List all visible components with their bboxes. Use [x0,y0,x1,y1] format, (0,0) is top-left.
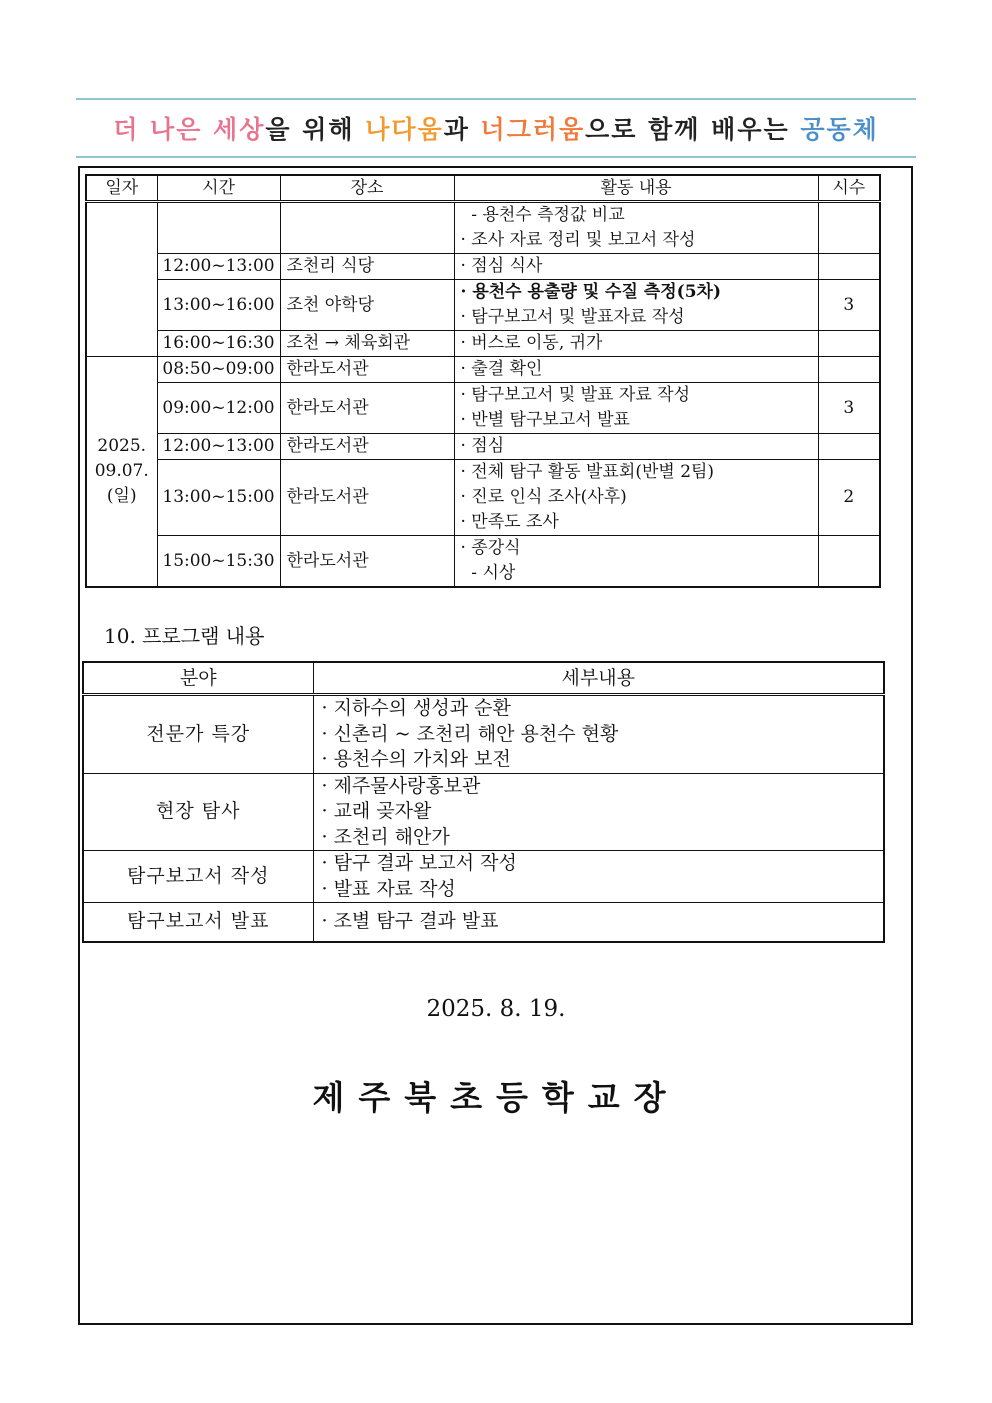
schedule-header-row [86,175,880,202]
place-cell [280,202,454,254]
program-table [82,661,885,943]
place-cell: 한라도서관 [280,383,454,434]
slogan-banner [76,98,916,158]
details-cell [313,903,884,943]
table-row [86,254,880,280]
table-row [86,331,880,357]
time-cell [157,202,280,254]
place-cell: 한라도서관 [280,357,454,383]
activity-cell [454,331,818,357]
activity-cell [454,357,818,383]
hours-cell: 2 [818,460,880,536]
detail-line: · 지하수의 생성과 순환 [321,697,511,719]
activity-line: · 용천수 용출량 및 수질 측정(5차) [460,282,721,302]
activity-line: · 진로 인식 조사(사후) [460,487,627,507]
table-row [83,695,884,774]
signer-title: 제주북초등학교장 [312,1078,680,1117]
place-cell: 조천 → 체육회관 [280,331,454,357]
detail-line: · 조별 탐구 결과 발표 [321,910,499,933]
field-cell: 탐구보고서 작성 [83,851,313,903]
activity-line: - 시상 [460,563,516,583]
header-details: 세부내용 [313,662,884,695]
slogan-part-6: 으로 함께 배우는 [585,115,801,144]
program-header-row [83,662,884,695]
section-title: 10. 프로그램 내용 [104,624,265,648]
hours-cell [818,331,880,357]
header-field: 분야 [83,662,313,695]
slogan-part-1: 더 나은 세상 [113,115,266,144]
activity-line: · 종강식 [460,538,521,558]
detail-line: · 조천리 해안가 [321,825,450,848]
place-cell: 조천리 식당 [280,254,454,280]
detail-line: · 신촌리 ~ 조천리 해안 용천수 현황 [321,722,619,745]
activity-cell [454,383,818,434]
hours-cell [818,434,880,460]
hours-cell [818,254,880,280]
activity-line: · 전체 탐구 활동 발표회(반별 2팀) [460,462,715,482]
document-date: 2025. 8. 19. [426,996,566,1022]
header-hours: 시수 [818,175,880,202]
field-cell: 전문가 특강 [83,695,313,774]
hours-cell [818,536,880,588]
time-cell: 09:00~12:00 [157,383,280,434]
table-row [86,536,880,588]
date-line: 09.07. [94,461,149,481]
hours-cell: 3 [818,383,880,434]
detail-line: · 교래 곶자왈 [321,800,432,822]
activity-line: · 탐구보고서 및 발표자료 작성 [460,307,685,327]
activity-cell [454,280,818,331]
table-row [83,851,884,903]
time-cell: 16:00~16:30 [157,331,280,357]
activity-line: · 버스로 이동, 귀가 [460,333,603,353]
header-time: 시간 [157,175,280,202]
time-cell: 13:00~16:00 [157,280,280,331]
table-row [83,903,884,943]
place-cell: 한라도서관 [280,536,454,588]
time-cell: 12:00~13:00 [157,254,280,280]
details-cell [313,851,884,903]
activity-cell [454,434,818,460]
table-row [86,280,880,331]
activity-line: · 점심 식사 [460,256,543,276]
activity-line: · 탐구보고서 및 발표 자료 작성 [460,385,690,405]
date-line: 2025. [97,436,147,456]
place-cell: 조천 야학당 [280,280,454,331]
activity-line: · 반별 탐구보고서 발표 [460,410,630,430]
table-row [86,460,880,536]
detail-line: · 제주물사랑홍보관 [321,774,481,797]
field-cell: 현장 탐사 [83,773,313,851]
table-row [86,202,880,254]
hours-cell [818,202,880,254]
slogan-part-5: 너그러움 [480,115,586,144]
date-line: (일) [106,486,137,506]
slogan-part-3: 나다움 [365,115,444,144]
slogan-part-2: 을 위해 [265,115,366,144]
activity-line: - 용천수 측정값 비교 [460,205,625,225]
place-cell: 한라도서관 [280,460,454,536]
activity-cell [454,536,818,588]
details-cell [313,773,884,851]
slogan-part-4: 과 [443,115,481,144]
time-cell: 13:00~15:00 [157,460,280,536]
activity-line: · 조사 자료 정리 및 보고서 작성 [460,230,696,250]
activity-line: · 점심 [460,436,505,456]
field-cell: 탐구보고서 발표 [83,903,313,943]
detail-line: · 용천수의 가치와 보전 [321,748,511,770]
table-row [83,773,884,851]
slogan-part-7: 공동체 [800,115,879,144]
hours-cell: 3 [818,280,880,331]
detail-line: · 탐구 결과 보고서 작성 [321,852,517,874]
activity-cell [454,460,818,536]
date-cell [86,357,157,588]
details-cell [313,695,884,774]
time-cell: 08:50~09:00 [157,357,280,383]
hours-cell [818,357,880,383]
header-activity: 활동 내용 [454,175,818,202]
activity-cell [454,202,818,254]
header-date: 일자 [86,175,157,202]
date-cell-continued [86,202,157,357]
schedule-table [85,174,881,588]
place-cell: 한라도서관 [280,434,454,460]
header-place: 장소 [280,175,454,202]
detail-line: · 발표 자료 작성 [321,877,456,900]
time-cell: 12:00~13:00 [157,434,280,460]
activity-line: · 출결 확인 [460,359,543,379]
table-row [86,434,880,460]
time-cell: 15:00~15:30 [157,536,280,588]
table-row [86,357,880,383]
table-row [86,383,880,434]
activity-cell [454,254,818,280]
activity-line: · 만족도 조사 [460,512,559,532]
